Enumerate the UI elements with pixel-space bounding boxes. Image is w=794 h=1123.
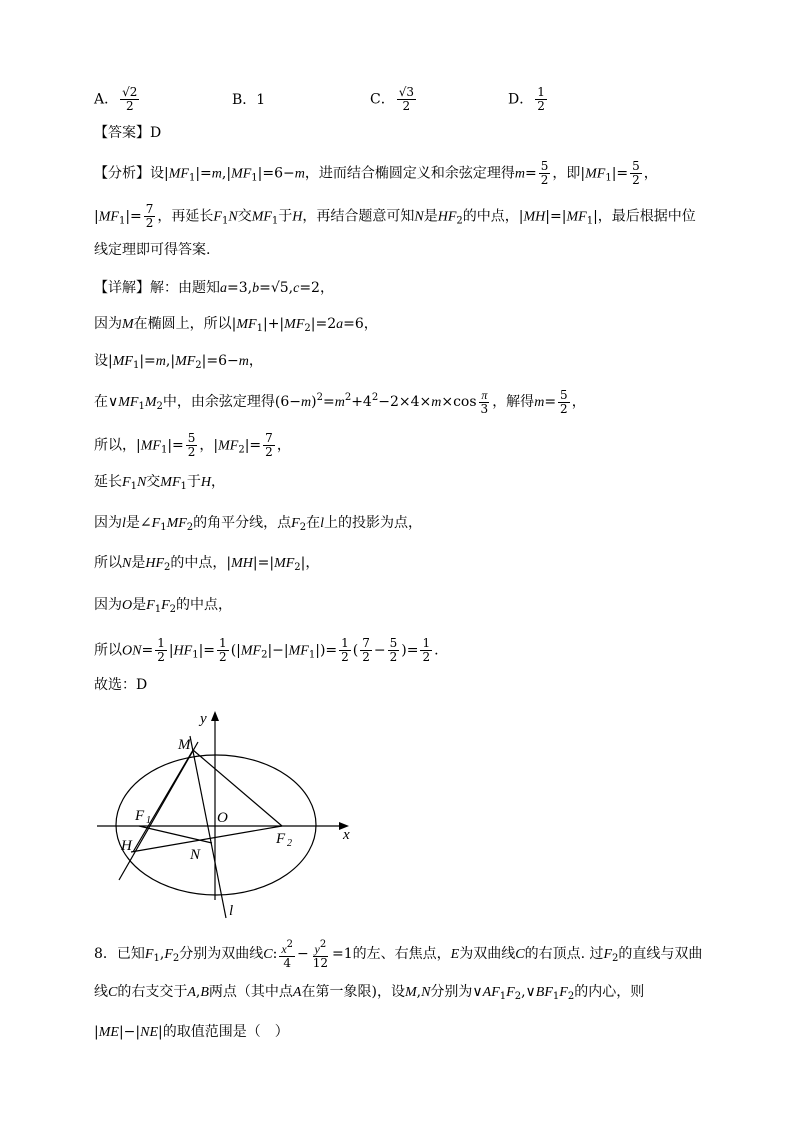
detail-line-1: 【详解】解：由题知a=3,b=√5,c=2，: [94, 280, 334, 296]
option-a: A． $\frac{√2}{2}$: [94, 85, 138, 113]
label-f2-sub: 2: [287, 838, 292, 849]
label-f2: F: [276, 831, 286, 847]
detail-line-8: 所以N是$HF_2$的中点，$|MH|=|MF_2|$，: [94, 555, 320, 573]
option-d-fraction: $\frac{1}{2}$: [537, 85, 545, 113]
q8-line-1: 8．已知$F_1,F_2$分别为双曲线C: $\frac{x^2}{4}$ − $\frac{y^2}{12}$ =1的左、右焦点，E为双曲线C的右顶点. 过$F_2$的直线与双曲: [94, 939, 703, 970]
label-h: H: [121, 838, 132, 854]
option-c-fraction: $\frac{√3}{2}$: [398, 85, 414, 113]
analysis-line-1: 【分析】设$|MF_1|=m,|MF_1|=6-m$，进而结合椭圆定义和余弦定理得m= $\frac{5}{2}$ ，即$|MF_1|=$ $\frac{5}{2}$ ，: [94, 159, 658, 187]
option-a-fraction: $\frac{√2}{2}$: [122, 85, 138, 113]
label-m: M: [178, 737, 191, 753]
option-b: B．1: [232, 92, 266, 108]
q8-line-2: 线C的右支交于A,B两点（其中点A在第一象限)，设M,N分别为$\vee AF_1F_2,\vee BF_1F_2$的内心，则: [94, 984, 645, 1002]
analysis-line-3: 线定理即可得答案.: [94, 242, 211, 258]
detail-line-4: 在$\vee MF_1M_2$中，由余弦定理得$(6-m)^2=m^2+4^2-2\times 4\times m\times\cos$ $\frac{\pi}{3}$ ，解得m= $\frac{5}{2}$ ，: [94, 387, 586, 416]
answer-line: 【答案】D: [94, 125, 162, 141]
detail-line-5: 所以，$|MF_1|=$ $\frac{5}{2}$ ，$|MF_2|=$ $\frac{7}{2}$ ，: [94, 431, 291, 459]
label-o: O: [217, 810, 228, 826]
detail-line-2: 因为M在椭圆上，所以$|MF_1|+|MF_2|=2a=6$，: [94, 316, 378, 334]
segment-f1-n: [139, 826, 212, 843]
detail-line-10: 所以ON= $\frac{1}{2}$ $|HF_1|=$ $\frac{1}{2}$ $(|MF_2|-|MF_1|)=$ $\frac{1}{2}$ ( $\frac{7}{2}$ − $\frac{5}{2}$ )= $\frac{1}{2}$ .: [94, 636, 439, 664]
detail-line-3: 设$|MF_1|=m,|MF_2|=6-m$，: [94, 353, 263, 371]
label-f1-sub: 1: [146, 815, 151, 826]
detail-line-11: 故选：D: [94, 677, 148, 693]
label-x: x: [343, 827, 350, 843]
label-f1: F: [135, 808, 145, 824]
analysis-line-2: $|MF_1|=$ $\frac{7}{2}$ ，再延长$F_1N$交$MF_1$于H，再结合题意可知N是$HF_2$的中点，$|MH|=|MF_1|$，最后根据中位: [94, 202, 696, 230]
label-y: y: [200, 711, 207, 727]
option-c: C． $\frac{√3}{2}$: [370, 85, 414, 113]
detail-line-9: 因为O是$F_1F_2$的中点，: [94, 597, 232, 615]
option-d: D． $\frac{1}{2}$: [508, 85, 545, 113]
segment-mf2: [193, 750, 282, 826]
label-l: l: [229, 903, 234, 919]
detail-line-6: 延长$F_1N$交$MF_1$于H，: [94, 474, 225, 492]
y-axis-arrow: [211, 711, 219, 721]
label-n: N: [190, 847, 201, 863]
line-mh-extended: [119, 742, 198, 880]
q8-line-3: |ME|−|NE|的取值范围是（ ）: [94, 1024, 289, 1040]
detail-line-7: 因为l是$\angle F_1MF_2$的角平分线，点$F_2$在l上的投影为点，: [94, 515, 422, 533]
